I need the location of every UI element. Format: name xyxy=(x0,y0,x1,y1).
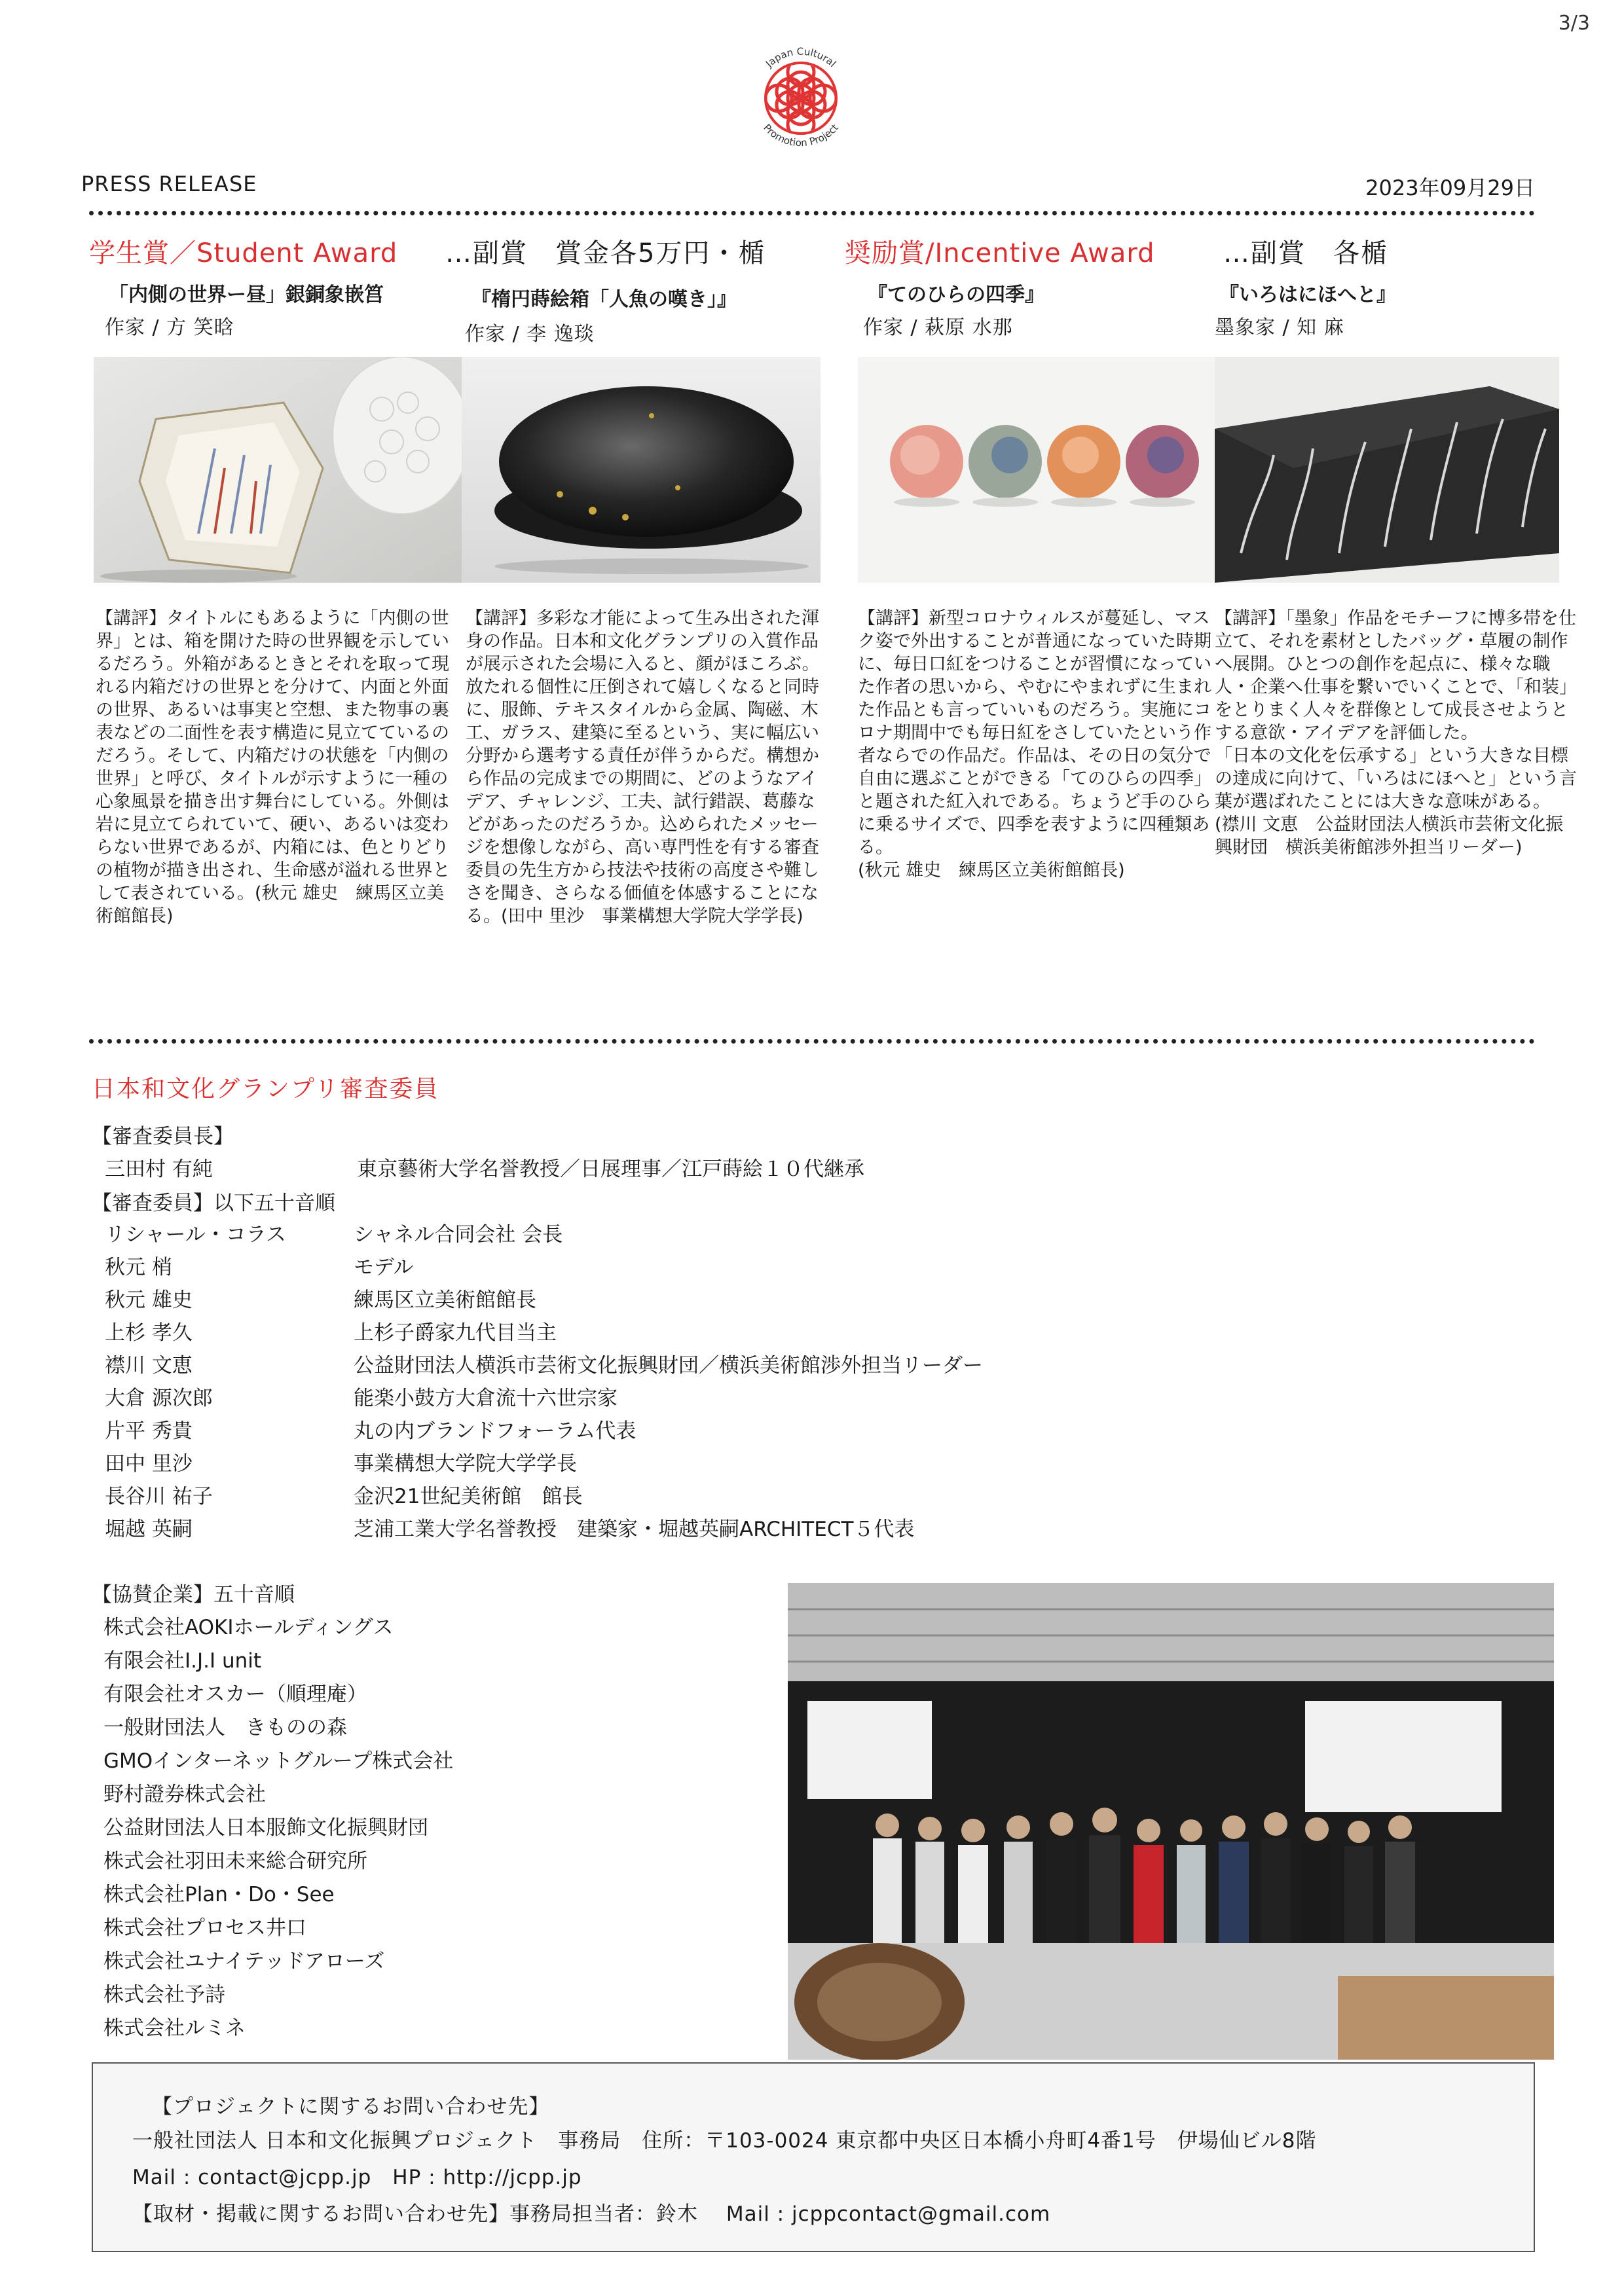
sponsor-item: 株式会社羽田未来総合研究所 xyxy=(103,1850,367,1873)
critique-text: 【講評】タイトルにもあるように「内側の世界」とは、箱を開けた時の世界観を示しているだろう。外箱があるときとそれを取って現れる内箱だけの世界とを分けて、内面と外面の世界、あるいは事実と空想、また物事の裏表などの二面性を表す構造に見立てているのだろう。そして、内箱だけの状態を「内側の世界」と呼び、タイトルが示すように一種の心象風景を描き出す舞台にしている。外側は岩に見立てられていて、硬い、あるいは変わらない世界であるが、内箱には、色とりどりの植物が描き出され、生命感が溢れる世界として表されている。(秋元 雄史 練馬区立美術館館長) xyxy=(96,608,451,926)
jury-name: 上杉 孝久 xyxy=(105,1321,193,1345)
sponsor-item: 野村證券株式会社 xyxy=(103,1783,266,1806)
jury-member-row xyxy=(0,1512,1624,1545)
artist-name: 作家 / 萩原 水那 xyxy=(863,316,1013,339)
critique-text: 【講評】「墨象」作品をモチーフに博多帯を仕立て、それを素材としたバッグ・草履の制作へ展開。ひとつの創作を起点に、様々な職人・企業へ仕事を繋いでいくことで、「和装」をとりまく人々を群像として成長させようとする意欲・アイデアを評価した。 「日本の文化を伝承する」という大きな目標の達成に向けて、「いろはにほへと」という言葉が選ばれたことには大きな意味がある。 (襟川 文恵 公益財団法人横浜市芸術文化振興財団 横浜美術館渉外担当リーダー) xyxy=(1215,608,1577,858)
jury-role: モデル xyxy=(354,1256,414,1279)
sponsor-item: GMOインターネットグループ株式会社 xyxy=(103,1749,454,1773)
svg-text:Japan Cultural xyxy=(763,46,838,70)
jury-role: 金沢21世紀美術館 館長 xyxy=(354,1485,583,1508)
divider-dotted xyxy=(89,1039,1535,1044)
student-award-heading: 学生賞／Student Award xyxy=(89,238,398,268)
oval-maki-e-lacquer-box-photo xyxy=(462,357,821,583)
jury-role: 練馬区立美術館館長 xyxy=(354,1288,536,1312)
jury-member-row xyxy=(0,1480,1624,1512)
student-award-prize: …副賞 賞金各5万円・楯 xyxy=(445,238,766,268)
jury-role: 丸の内ブランドフォーラム代表 xyxy=(354,1419,637,1443)
sponsor-item: 株式会社Plan・Do・See xyxy=(103,1883,335,1906)
sponsors-label: 【協賛企業】五十音順 xyxy=(92,1583,295,1607)
sponsor-item: 一般財団法人 きものの森 xyxy=(103,1716,347,1740)
jury-role: 芝浦工業大学名誉教授 建築家・堀越英嗣ARCHITECT５代表 xyxy=(354,1518,915,1541)
jury-name: 長谷川 祐子 xyxy=(105,1485,213,1508)
jury-member-row xyxy=(0,1381,1624,1414)
jury-member-row xyxy=(0,1349,1624,1381)
jury-chair-label: 【審査委員長】 xyxy=(92,1125,234,1148)
jury-name: 秋元 梢 xyxy=(105,1256,172,1279)
divider-dotted xyxy=(89,211,1535,215)
incentive-award-heading: 奨励賞/Incentive Award xyxy=(845,238,1155,268)
jury-members-label: 【審査委員】以下五十音順 xyxy=(92,1192,335,1215)
logo-top-text: Japan Cultural xyxy=(763,45,839,70)
jury-member-row xyxy=(0,1250,1624,1283)
critique-text: 【講評】新型コロナウィルスが蔓延し、マスク姿で外出することが普通になっていた時期に、毎日口紅をつけることが習慣になっていた作者の思いから、やむにやまれずに生まれた作品とも言っていいものだろう。実施にコロナ期間中でも毎日紅をさしていたという作者ならでの作品だ。作品は、その日の気分で自由に選ぶことができる「てのひらの四季」と題された紅入れである。ちょうど手のひらに乗るサイズで、四季を表すように四種類ある。 (秋元 雄史 練馬区立美術館館長) xyxy=(858,608,1211,881)
sponsor-item: 株式会社ユナイテッドアローズ xyxy=(103,1950,385,1973)
sponsor-item: 有限会社オスカー（順理庵） xyxy=(103,1683,367,1706)
jury-name: 大倉 源次郎 xyxy=(105,1387,213,1410)
jury-chair-row xyxy=(0,1152,1624,1185)
award-ceremony-group-photo xyxy=(788,1583,1554,2060)
jury-member-row xyxy=(0,1447,1624,1480)
press-contact[interactable]: 【取材・掲載に関するお問い合わせ先】事務局担当者：鈴木 Mail : jcppcontact@gmail.com xyxy=(132,2202,1051,2226)
press-release-label: PRESS RELEASE xyxy=(81,172,257,196)
sponsor-item: 有限会社I.J.I unit xyxy=(103,1649,262,1673)
work-title: 「内側の世界ー昼」銀銅象嵌筥 xyxy=(109,283,384,306)
jury-name: 三田村 有純 xyxy=(105,1157,213,1181)
work-title: 『てのひらの四季』 xyxy=(868,283,1044,306)
work-title: 『いろはにほへと』 xyxy=(1219,283,1396,306)
work-title: 『楕円蒔絵箱「人魚の嘆き」』 xyxy=(471,288,737,311)
logo-bottom-text: Promotion Project xyxy=(761,122,841,149)
jury-section-title: 日本和文化グランプリ審査委員 xyxy=(92,1076,439,1102)
jury-member-row xyxy=(0,1283,1624,1316)
contact-info-box xyxy=(92,2062,1535,2252)
sponsor-item: 株式会社AOKIホールディングス xyxy=(103,1616,394,1639)
jury-name: 襟川 文恵 xyxy=(105,1354,193,1377)
project-contact-label: 【プロジェクトに関するお問い合わせ先】 xyxy=(152,2095,550,2119)
sponsor-item: 株式会社ルミネ xyxy=(103,2016,246,2040)
artist-name: 墨象家 / 知 麻 xyxy=(1215,316,1344,339)
jury-name: リシャール・コラス xyxy=(105,1223,286,1247)
contact-mail-web[interactable]: Mail : contact@jcpp.jp HP : http://jcpp.jp xyxy=(132,2166,582,2189)
sponsor-item: 株式会社予詩 xyxy=(103,1983,225,2007)
artist-name: 作家 / 方 笑晗 xyxy=(105,316,234,339)
page-number: 3/3 xyxy=(1558,12,1590,35)
jury-name: 田中 里沙 xyxy=(105,1452,193,1476)
jury-member-row xyxy=(0,1218,1624,1250)
sponsor-item: 株式会社プロセス井口 xyxy=(103,1916,306,1940)
jury-role: シャネル合同会社 会長 xyxy=(354,1223,563,1247)
silver-copper-inlaid-box-photo xyxy=(94,357,464,583)
jury-role: 事業構想大学院大学学長 xyxy=(354,1452,577,1476)
artist-name: 作家 / 李 逸琰 xyxy=(465,323,595,346)
jcpp-logo xyxy=(739,20,863,170)
organization-address: 一般社団法人 日本和文化振興プロジェクト 事務局 住所：〒103-0024 東京都中央区日本橋小舟町4番1号 伊場仙ビル8階 xyxy=(132,2129,1317,2153)
jury-name: 堀越 英嗣 xyxy=(105,1518,193,1541)
sumi-ink-obi-photo xyxy=(1215,357,1559,583)
release-date: 2023年09月29日 xyxy=(1365,175,1535,200)
jury-role: 能楽小鼓方大倉流十六世宗家 xyxy=(354,1387,618,1410)
critique-text: 【講評】多彩な才能によって生み出された渾身の作品。日本和文化グランプリの入賞作品が展示された会場に入ると、顔がほころぶ。放たれる個性に圧倒されて嬉しくなると同時に、服飾、テキスタイルから金属、陶磁、木工、ガラス、建築に至るという、実に幅広い分野から選考する責任が伴うからだ。構想から作品の完成までの期間に、どのようなアイデア、チャレンジ、工夫、試行錯誤、葛藤などがあったのだろうか。込められたメッセージを想像しながら、高い専門性を有する審査委員の先生方から技法や技術の高度さや難しさを聞き、さらなる価値を体感することになる。(田中 里沙 事業構想大学院大学学長) xyxy=(466,608,820,926)
jury-member-row xyxy=(0,1316,1624,1349)
jury-role: 上杉子爵家九代目当主 xyxy=(354,1321,557,1345)
jury-member-row xyxy=(0,1414,1624,1447)
jury-role: 公益財団法人横浜市芸術文化振興財団／横浜美術館渉外担当リーダー xyxy=(354,1354,983,1377)
jury-role: 東京藝術大学名誉教授／日展理事／江戸蒔絵１０代継承 xyxy=(357,1157,864,1181)
incentive-award-prize: …副賞 各楯 xyxy=(1223,238,1388,268)
jury-name: 片平 秀貴 xyxy=(105,1419,193,1443)
jury-name: 秋元 雄史 xyxy=(105,1288,193,1312)
sponsor-item: 公益財団法人日本服飾文化振興財団 xyxy=(103,1816,428,1840)
four-lip-rouge-containers-photo xyxy=(858,357,1215,583)
